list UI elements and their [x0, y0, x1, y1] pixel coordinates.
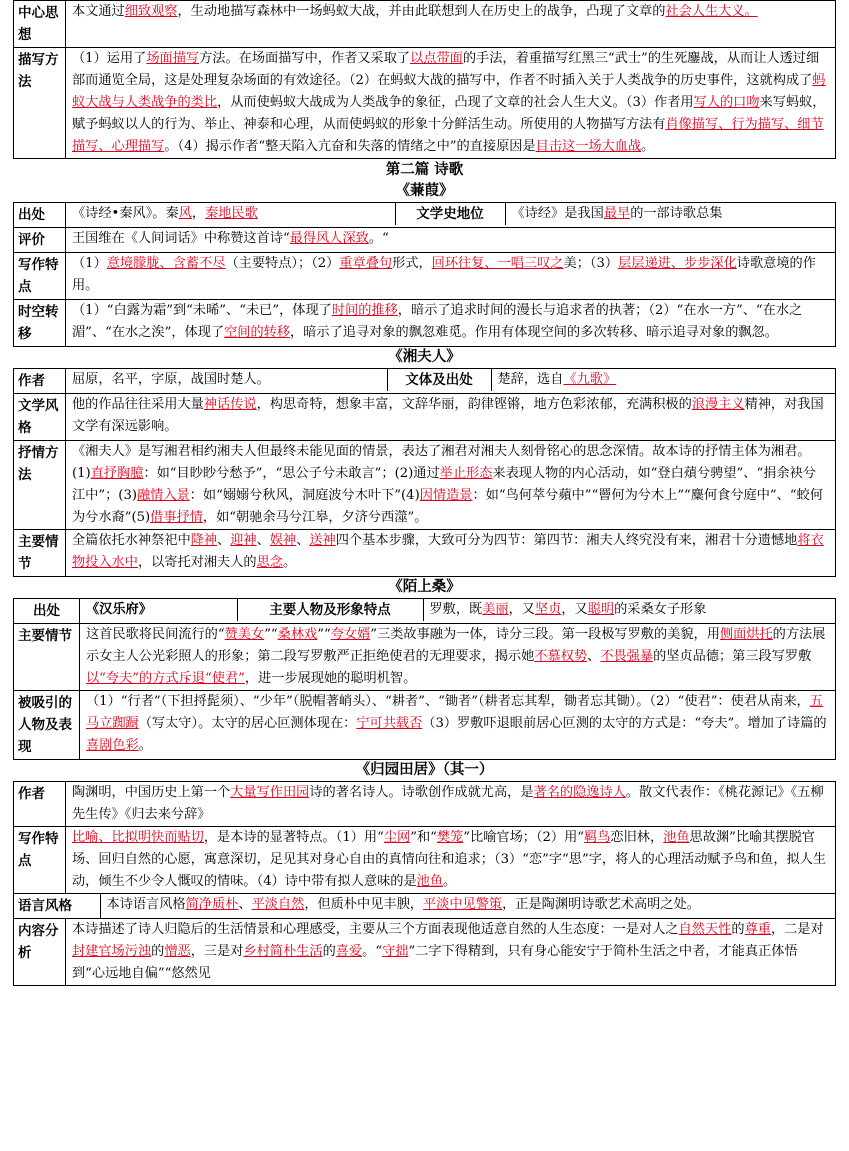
text-segment: ，暗示了追寻对象的飘忽难觅。作用有体现空间的多次转移、暗示追寻对象的飘忽。 — [290, 325, 778, 340]
key-phrase: 坚贞 — [535, 602, 562, 617]
key-phrase: 守拙 — [382, 944, 409, 959]
table-row — [14, 624, 836, 691]
table-row — [14, 228, 836, 253]
text-segment: 、 — [587, 649, 601, 664]
key-phrase: 著名的隐逸诗人 — [533, 785, 626, 800]
text-segment: ，是本诗的显著特点。（1）用“ — [203, 830, 384, 845]
source-subtable — [80, 599, 835, 621]
text-segment: ，进一步展现她的聪明机智。 — [244, 671, 417, 686]
key-phrase: 细致观察 — [124, 4, 178, 19]
text-segment: ”二字下得精到，只有身心能安宁于简朴生活之中者，才能真正体悟到“心远地自偏”“悠然见 — [72, 944, 798, 981]
text-segment: 、 — [256, 533, 270, 548]
row-content — [66, 827, 836, 894]
key-phrase: 赞美女 — [224, 627, 265, 642]
source-label: 出处 — [14, 599, 80, 624]
text-segment: 。“ — [368, 231, 389, 246]
key-phrase: 五马立踟蹰 — [86, 694, 823, 731]
key-phrase: 风 — [178, 206, 192, 221]
text-segment: 美；（3） — [563, 256, 619, 271]
row-content — [66, 228, 836, 253]
key-phrase: 神话传说 — [203, 397, 257, 412]
text-segment: 的采桑女子形象 — [614, 602, 707, 617]
key-phrase: 大量写作田园 — [230, 785, 310, 800]
table-row — [14, 394, 836, 441]
key-phrase: 最得风人深致 — [289, 231, 369, 246]
row-content — [80, 624, 836, 691]
key-phrase: 不慕权势 — [534, 649, 588, 664]
key-phrase: 时间的推移 — [331, 303, 398, 318]
source-content: 《汉乐府》 — [80, 599, 237, 621]
text-segment: ，暗示了追求时间的漫长与追求者的执著；（2）“在水一方”、“在水之湄”、“在水之涘”，体现了 — [72, 303, 803, 340]
key-phrase: 肖像描写、行为描写、细节描写、心理描写 — [72, 117, 824, 154]
row-content — [66, 1, 836, 48]
key-phrase: 思念 — [256, 555, 283, 570]
text-segment: 四个基本步骤，大致可分为四节：第四节：湘夫人终究没有来，湘君十分遗憾地 — [335, 533, 798, 548]
key-phrase: 回环往复、一唱三叹之 — [431, 256, 564, 271]
key-phrase: 层层递进、步步深化 — [618, 256, 737, 271]
text-segment: 。散文代表作：《桃花源记》《五柳先生传》《归去来兮辞》 — [72, 785, 824, 822]
text-segment: 恋旧林， — [610, 830, 664, 845]
author-subtable — [66, 369, 835, 391]
text-segment: 《诗经》是我国 — [511, 206, 604, 221]
text-segment: ，以寄托对湘夫人的 — [137, 555, 257, 570]
text-segment: 。 — [641, 139, 655, 154]
author-label: 作者 — [14, 369, 66, 394]
key-phrase: 自然天性 — [678, 922, 732, 937]
text-segment: 诗的著名诗人。诗歌创作成就尤高，是 — [309, 785, 534, 800]
table-row — [14, 530, 836, 577]
key-phrase: 喜爱 — [335, 944, 363, 959]
text-segment: 他的作品往往采用大量 — [72, 397, 204, 412]
row-label: 写作特点 — [14, 827, 66, 894]
status-label: 文学史地位 — [395, 203, 505, 225]
style-row — [14, 894, 836, 919]
text-segment: ，从而使蚂蚁大战成为人类战争的象征，凸现了文章的社会人生大义。（3）作者用 — [217, 95, 694, 110]
text-segment: 本诗描述了诗人归隐后的生活情景和心理感受，主要从三个方面表现他适意自然的人生态度：一是对人之 — [72, 922, 679, 937]
poem-title: 《陌上桑》 — [388, 579, 461, 595]
row-content — [66, 530, 836, 577]
row-content — [66, 48, 836, 159]
key-phrase: 平淡自然 — [251, 897, 305, 912]
row-label: 写作特点 — [14, 253, 66, 300]
row-label: 时空转移 — [14, 300, 66, 347]
row-label: 主要情节 — [14, 624, 80, 691]
text-segment: ，又 — [561, 602, 588, 617]
text-segment: 的 — [151, 944, 165, 959]
key-phrase: 送神 — [309, 533, 336, 548]
table-row — [14, 253, 836, 300]
text-segment: ：如“嫋嫋兮秋风，洞庭波兮木叶下”(4) — [189, 488, 420, 503]
text-segment: 的手法，着重描写红黑三“武士”的生死鏖战，从而让人透过细部而通览全局，这是处理复杂场面的有效途径。（2）在蚂蚁大战的描写中，作者不时插入关于人类战争的历史事件，这就构成了 — [72, 51, 820, 88]
genre-label: 文体及出处 — [387, 369, 491, 391]
row-content — [66, 782, 836, 827]
author-row — [66, 369, 836, 394]
table-row — [14, 827, 836, 894]
poem4-table — [13, 781, 836, 986]
text-segment: （写太守）。太守的居心叵测体现在： — [138, 716, 357, 731]
table-row — [14, 48, 836, 159]
source-row — [66, 203, 836, 228]
text-segment: 陶渊明，中国历史上第一个 — [72, 785, 231, 800]
text-segment: （主要特点）；（2） — [225, 256, 340, 271]
text-segment: ”三类故事融为一体，诗分三段。第一段极写罗敷的美貌，用 — [370, 627, 720, 642]
genre-content — [491, 369, 835, 391]
key-phrase: 尘网 — [383, 830, 411, 845]
poem3-table — [13, 598, 836, 760]
poem-title: 《归园田居》（其一） — [355, 762, 494, 778]
row-content — [66, 919, 836, 986]
row-label: 内容分析 — [14, 919, 66, 986]
author-content: 屈原，名平，字原，战国时楚人。 — [66, 369, 387, 391]
table-row — [14, 203, 836, 228]
text-segment: ”“ — [264, 627, 278, 642]
text-segment: 、 — [217, 533, 231, 548]
text-segment: （3）罗敷吓退眼前居心叵测的太守的方式是：“夸夫”。增加了诗篇的 — [422, 716, 827, 731]
status-content — [505, 203, 835, 225]
row-label: 文学风格 — [14, 394, 66, 441]
key-phrase: 将衣物投入水中 — [72, 533, 824, 570]
text-segment: ，正是陶渊明诗歌艺术高明之处。 — [502, 897, 700, 912]
table-row — [14, 441, 836, 530]
key-phrase: 最早 — [603, 206, 631, 221]
text-segment: 《湘夫人》是写湘君相约湘夫人但最终未能见面的情景，表达了湘君对湘夫人刻骨铭心的思念深情。故本诗的抒情主体为湘君。(1) — [72, 444, 811, 481]
key-phrase: 重章叠句 — [339, 256, 393, 271]
document-page — [13, 0, 836, 986]
text-segment: 。 — [283, 555, 297, 570]
style-subtable — [14, 894, 835, 918]
text-segment: ，但质朴中见丰腴， — [304, 897, 423, 912]
poem-title: 《蒹葭》 — [395, 183, 454, 199]
row-content — [100, 894, 835, 918]
text-segment: 本文通过 — [72, 4, 125, 19]
key-phrase: 喜剧色彩 — [86, 738, 139, 753]
row-content — [80, 691, 836, 760]
text-segment: 的方法展示女主人公光彩照人的形象；第二段写罗敷严正拒绝使君的无理要求，揭示她 — [86, 627, 826, 664]
text-segment: 形式， — [392, 256, 432, 271]
text-segment: 。 — [362, 944, 376, 959]
key-phrase: 场面描写 — [146, 51, 200, 66]
text-segment: ”和“ — [410, 830, 437, 845]
row-label: 中心思想 — [14, 1, 66, 48]
key-phrase: 尊重 — [744, 922, 771, 937]
key-phrase: 举止形态 — [439, 466, 493, 481]
key-phrase: 空间的转移 — [224, 325, 291, 340]
key-phrase: 简净质朴 — [185, 897, 239, 912]
text-segment: ”“ — [317, 627, 331, 642]
text-segment: 来写蚂蚁，赋予蚂蚁以人的行为、举止、神泰和心理，从而使蚂蚁的形象十分鲜活生动。所使用的人物描写方法有 — [72, 95, 826, 132]
text-segment: 这首民歌将民间流行的“ — [86, 627, 225, 642]
table-row — [14, 919, 836, 986]
table-row — [14, 1, 836, 48]
section-title: 第二篇 诗歌 — [385, 162, 464, 178]
text-segment: （1）“行者”（下担捋髭须）、“少年”（脱帽著峭头）、“耕者”、“锄者”（耕者忘其犁，锄者忘其锄）。（2）“使君”：使君从南来， — [86, 694, 810, 709]
text-segment: ，又 — [508, 602, 535, 617]
key-phrase: 侧面烘托 — [719, 627, 773, 642]
table-row — [14, 782, 836, 827]
key-phrase: 借事抒情 — [150, 510, 203, 525]
key-phrase: 聪明 — [587, 602, 615, 617]
table-row — [14, 369, 836, 394]
text-segment: ，生动地描写森林中一场蚂蚁大战，并由此联想到人在历史上的战争，凸现了文章的 — [177, 4, 666, 19]
character-content — [423, 599, 835, 621]
key-phrase: 池鱼 — [416, 874, 444, 889]
key-phrase: 娱神 — [269, 533, 297, 548]
row-label: 主要情节 — [14, 530, 66, 577]
text-segment: ，构思奇特，想象丰富，文辞华丽，韵律铿锵，地方色彩浓郁，充满积极的 — [256, 397, 692, 412]
key-phrase: 社会人生大义。 — [665, 4, 758, 19]
text-segment: 本诗语言风格 — [106, 897, 186, 912]
key-phrase: 浪漫主义 — [691, 397, 745, 412]
text-segment: 罗敷，既 — [429, 602, 483, 617]
text-segment: 的一部诗歌总集 — [630, 206, 723, 221]
text-segment: 全篇依托水神祭祀中 — [72, 533, 191, 548]
text-segment: 精神，对我国文学有深远影响。 — [72, 397, 824, 434]
text-segment: ，二是对 — [770, 922, 824, 937]
key-phrase: 因情造景 — [419, 488, 473, 503]
text-segment: “ — [375, 944, 383, 959]
key-phrase: 平淡中见警策 — [423, 897, 503, 912]
text-segment: 的 — [731, 922, 745, 937]
row-label: 评价 — [14, 228, 66, 253]
table-row — [14, 599, 836, 624]
character-label: 主要人物及形象特点 — [237, 599, 423, 621]
text-segment: ，如“朝驰余马兮江皋，夕济兮西澨”。 — [202, 510, 428, 525]
text-segment: 诗歌意境的作用。 — [72, 256, 816, 293]
text-segment: 方法。在场面描写中，作者又采取了 — [199, 51, 411, 66]
text-segment: 的坚贞品德；第三段写罗敷 — [653, 649, 812, 664]
row-label: 作者 — [14, 782, 66, 827]
key-phrase: 写人的口吻 — [693, 95, 760, 110]
text-segment: ：如“鸟何萃兮蘋中”“罾何为兮木上”“麋何食兮庭中”、“蛟何为兮水裔”(5) — [72, 488, 823, 525]
key-phrase: 目击这一场大血战 — [535, 139, 642, 154]
poem2-table — [13, 368, 836, 577]
text-segment: 、 — [238, 897, 252, 912]
row-label: 语言风格 — [14, 894, 100, 918]
row-label: 描写方法 — [14, 48, 66, 159]
text-segment: 。（4）揭示作者“整天陷入亢奋和失落的情绪之中”的直接原因是 — [164, 139, 536, 154]
text-segment: ：如“目眇眇兮愁予”，“思公子兮未敢言”；(2)通过 — [143, 466, 440, 481]
key-phrase: 羁鸟 — [584, 830, 611, 845]
key-phrase: 融情入景 — [136, 488, 190, 503]
key-phrase: 比喻、比拟明快而贴切 — [72, 830, 204, 845]
poem1-table — [13, 202, 836, 347]
poem-title: 《湘夫人》 — [388, 349, 461, 365]
key-phrase: 桑林戏 — [277, 627, 318, 642]
text-segment: ”比喻官场；（2）用“ — [463, 830, 585, 845]
text-segment: 、 — [296, 533, 310, 548]
row-label: 抒情方法 — [14, 441, 66, 530]
key-phrase: 封建官场污浊 — [72, 944, 152, 959]
key-phrase: 降神 — [190, 533, 218, 548]
source-label: 出处 — [14, 203, 66, 228]
key-phrase: 迎神 — [230, 533, 257, 548]
key-phrase: 蚂蚁大战与人类战争的类比 — [72, 73, 826, 110]
intro-table — [13, 0, 836, 159]
row-content — [66, 300, 836, 347]
text-segment: 王国维在《人间词话》中称赞这首诗“ — [72, 231, 290, 246]
key-phrase: 秦地民歌 — [205, 206, 258, 221]
table-row — [14, 300, 836, 347]
text-segment: 的 — [322, 944, 336, 959]
source-subtable — [66, 203, 835, 225]
key-phrase: 夸女婿 — [330, 627, 371, 642]
row-content — [66, 394, 836, 441]
source-content — [66, 203, 395, 225]
table-row — [14, 691, 836, 760]
text-segment: （1）“白露为霜”到“未晞”、“未已”，体现了 — [72, 303, 332, 318]
key-phrase: 《九歌》 — [563, 372, 617, 387]
text-segment: 来表现人物的内心活动，如“登白薠兮骋望”、“捐余袂兮江中”；(3) — [72, 466, 816, 503]
text-segment: （1）运用了 — [72, 51, 147, 66]
text-segment: 。 — [138, 738, 152, 753]
row-content — [66, 253, 836, 300]
key-phrase: 乡村简朴生活 — [243, 944, 323, 959]
row-content — [66, 441, 836, 530]
key-phrase: 不畏强暴 — [600, 649, 654, 664]
key-phrase: 以“夸夫”的方式斥退“使君” — [86, 671, 245, 686]
table-row — [14, 894, 836, 919]
text-segment: （1） — [72, 256, 107, 271]
text-segment: 。 — [443, 874, 457, 889]
text-segment: 《诗经•秦风》。秦 — [72, 206, 179, 221]
key-phrase: 憎恶 — [164, 944, 191, 959]
text-segment: 楚辞，选自 — [497, 372, 564, 387]
key-phrase: 池鱼 — [663, 830, 690, 845]
key-phrase: 美丽 — [482, 602, 509, 617]
key-phrase: 意境朦胧、含蓄不尽 — [106, 256, 226, 271]
text-segment: 思故渊”比喻其摆脱官场、回归自然的心愿，寓意深切，足见其对身心自由的真情向往和追求；（3）“恋”字“思”字，将人的心理活动赋予鸟和鱼，拟人生动，倾生不少令人慨叹的情味。（4）诗中带有拟人意味的是 — [72, 830, 827, 889]
row-label: 被吸引的人物及表现 — [14, 691, 80, 760]
text-segment: ， — [191, 206, 206, 221]
key-phrase: 以点带面 — [410, 51, 463, 66]
text-segment: ，三是对 — [190, 944, 244, 959]
key-phrase: 樊笼 — [436, 830, 464, 845]
key-phrase: 直抒胸臆 — [90, 466, 144, 481]
key-phrase: 宁可共载否 — [356, 716, 423, 731]
source-row — [80, 599, 836, 624]
